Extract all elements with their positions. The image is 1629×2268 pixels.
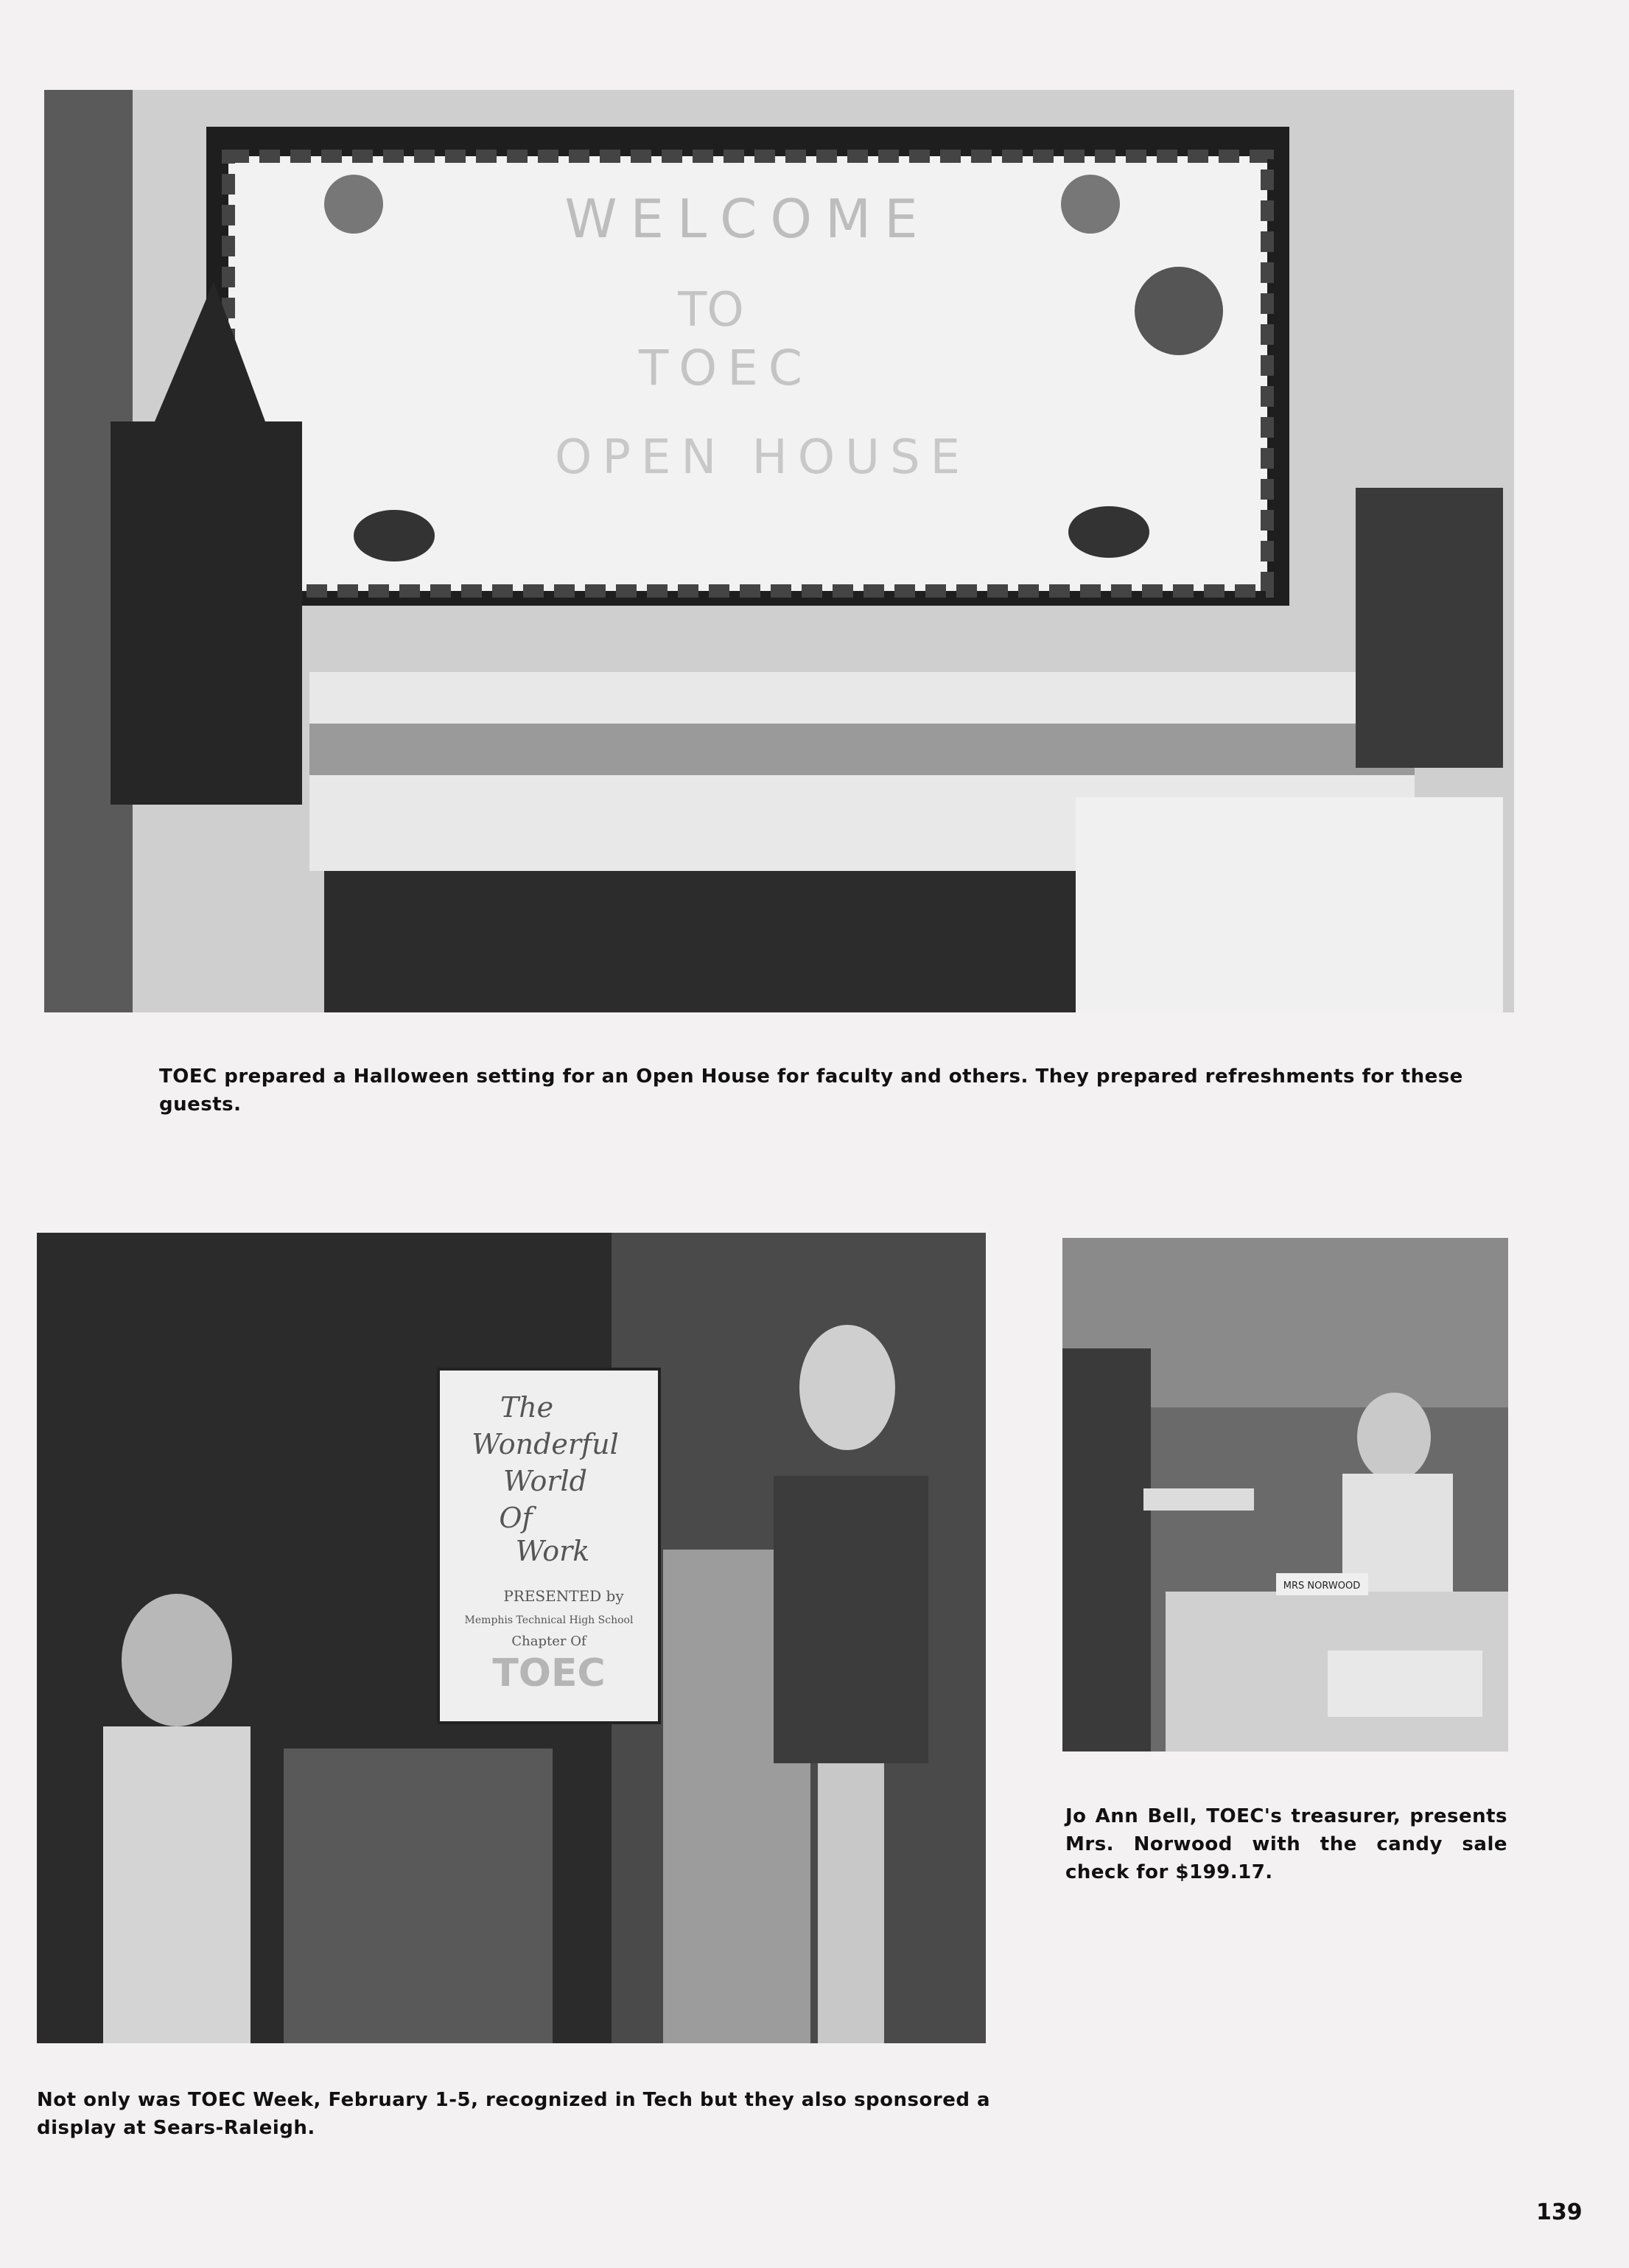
candy-check-illustration [1062,1238,1508,1751]
sears-display-caption: Not only was TOEC Week, February 1-5, recognized in Tech but they also sponsored a display at Sears-Raleigh. [37,2089,991,2139]
open-house-photo [44,90,1514,1012]
pumpkin-decoration [324,175,383,234]
sign-presented-by: PRESENTED by [503,1587,624,1605]
open-house-illustration [44,90,1514,1012]
board-welcome: WELCOME [564,188,931,250]
black-cat-decoration [354,510,435,561]
pumpkin-decoration [1061,175,1120,234]
page-number: 139 [1536,2199,1583,2225]
costumed-student-left [111,421,302,805]
sears-display-photo [37,1233,986,2043]
mrs-norwood [1357,1393,1431,1481]
sign-world: World [503,1465,587,1497]
open-house-caption: TOEC prepared a Halloween setting for an Open House for faculty and others. They prepared refreshments for these guests. [159,1065,1463,1116]
black-cat-decoration [1068,506,1149,558]
board-open-house: OPEN HOUSE [554,430,971,485]
witch-moon-decoration [1135,267,1223,355]
sign-the: The [500,1391,554,1424]
mannequin-left-dress [103,1726,251,2043]
nameplate-text: MRS NORWOOD [1283,1581,1361,1592]
sears-display-illustration [37,1233,986,2043]
mannequin-right-head [799,1325,895,1450]
sign-school: Memphis Technical High School [464,1614,634,1626]
student-jo-ann-bell [1062,1348,1151,1751]
filing-cabinet [284,1749,553,2043]
candy-check-caption: Jo Ann Bell, TOEC's treasurer, presents Mrs. Norwood with the candy sale check for $199.17. [1065,1805,1507,1883]
sign-chapter-of: Chapter Of [511,1634,586,1649]
mannequin-right-outfit [774,1476,928,1763]
sign-work: Work [515,1535,590,1567]
board-toec: TOEC [638,340,813,396]
sign-of: Of [499,1502,533,1534]
sign-wonderful: Wonderful [472,1428,619,1460]
mannequin-left-head [122,1594,232,1726]
costumed-student-right [1356,488,1503,768]
sign-toec: TOEC [492,1651,606,1695]
candy-check-photo [1062,1238,1508,1751]
board-to: TO [678,283,744,337]
